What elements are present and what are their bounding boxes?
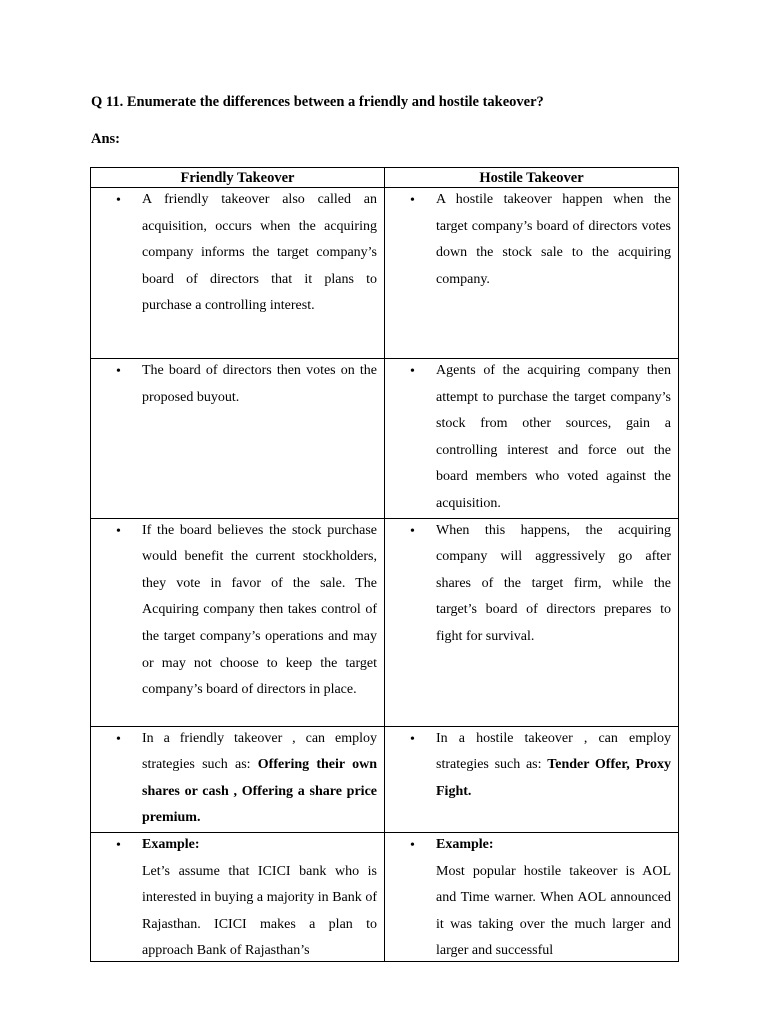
hostile-cell: [385, 359, 679, 519]
table-row: [91, 188, 679, 359]
friendly-strategies: Offering their own shares or cash , Offering a share price premium.: [142, 757, 377, 826]
friendly-cell: [91, 832, 385, 961]
answer-label: Ans:: [91, 131, 121, 147]
bullet-icon: •: [116, 731, 121, 747]
hostile-text: [436, 833, 671, 961]
friendly-cell: [91, 726, 385, 832]
question-heading: Q 11. Enumerate the differences between a friendly and hostile takeover?: [91, 94, 544, 110]
hostile-text: When this happens, the acquiring company will aggressively go after shares of the target firm, while the target’s board of directors prepares to fight for survival.: [436, 522, 671, 644]
hostile-text: A hostile takeover happen when the target company’s board of directors votes down the stock sale to the acquiring company.: [436, 192, 671, 287]
bullet-icon: •: [410, 523, 415, 539]
hostile-strategy-intro: In a hostile takeover , can employ strategies such as:: [436, 730, 671, 773]
header-hostile: Hostile Takeover: [385, 168, 679, 188]
friendly-cell: [91, 518, 385, 726]
hostile-text: Agents of the acquiring company then attempt to purchase the target company’s stock from other sources, gain a controlling interest and force out the board members who voted against the acquisition.: [436, 363, 671, 511]
friendly-text: The board of directors then votes on the proposed buyout.: [142, 363, 377, 405]
bullet-icon: •: [410, 837, 415, 853]
friendly-text: [142, 726, 377, 832]
hostile-cell: [385, 518, 679, 726]
hostile-example-title: Example:: [436, 836, 494, 852]
table-row: [91, 359, 679, 519]
table-row: [91, 726, 679, 832]
friendly-cell: [91, 188, 385, 359]
hostile-example-text: Most popular hostile takeover is AOL and Time warner. When AOL announced it was taking over the much larger and larger and successful: [436, 863, 671, 959]
hostile-cell: [385, 188, 679, 359]
bullet-icon: •: [116, 837, 121, 853]
bullet-icon: •: [116, 193, 121, 208]
bullet-icon: •: [116, 523, 121, 539]
bullet-icon: •: [410, 193, 415, 208]
friendly-text: If the board believes the stock purchase would benefit the current stockholders, they vote in favor of the sale. The Acquiring company then takes control of the target company’s operations and may or may not choose to keep the target company’s board of directors in place.: [142, 522, 377, 698]
hostile-cell: [385, 726, 679, 832]
comparison-table: [90, 167, 679, 962]
bullet-icon: •: [116, 364, 121, 379]
friendly-cell: [91, 359, 385, 519]
table-header-row: [91, 168, 679, 188]
table-row: [91, 832, 679, 961]
bullet-icon: •: [410, 731, 415, 747]
header-friendly: Friendly Takeover: [91, 168, 385, 188]
friendly-example-title: Example:: [142, 836, 200, 852]
table-row: [91, 518, 679, 726]
friendly-text: A friendly takeover also called an acquisition, occurs when the acquiring company informs the target company’s board of directors that it plans to purchase a controlling interest.: [142, 192, 377, 314]
bullet-icon: •: [410, 364, 415, 379]
hostile-strategies: Tender Offer, Proxy Fight.: [436, 757, 671, 799]
hostile-cell: [385, 832, 679, 961]
friendly-strategy-intro: In a friendly takeover , can employ strategies such as:: [142, 730, 377, 773]
friendly-example-text: Let’s assume that ICICI bank who is interested in buying a majority in Bank of Rajasthan. ICICI makes a plan to approach Bank of Rajasthan’s: [142, 863, 377, 959]
hostile-text: [436, 726, 671, 806]
friendly-text: [142, 833, 377, 961]
